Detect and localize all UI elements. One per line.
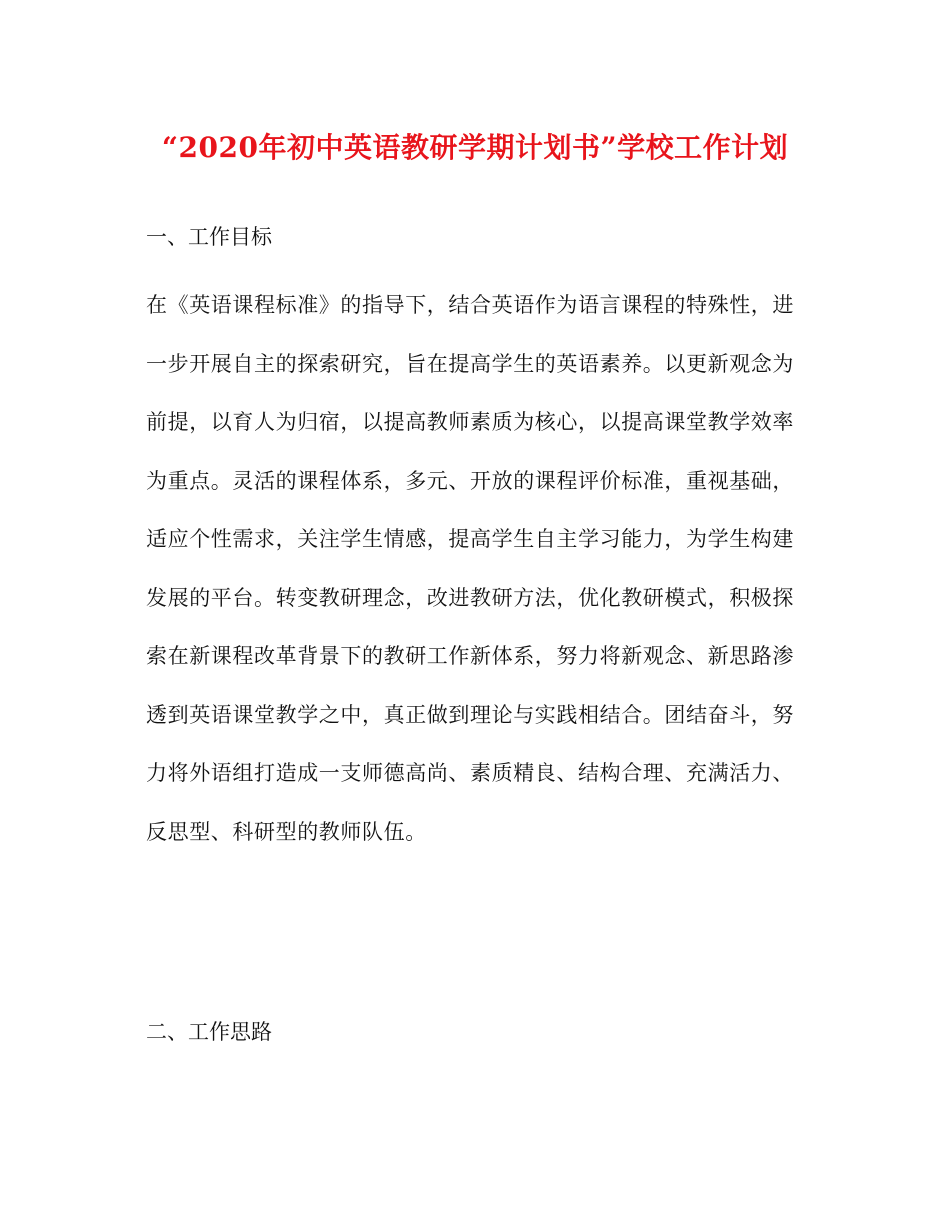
section-goals-paragraph (146, 290, 806, 875)
document-title: “2020年初中英语教研学期计划书”学校工作计划 (161, 131, 789, 164)
paragraph-line: 适应个性需求，关注学生情感，提高学生自主学习能力，为学生构建 (146, 527, 794, 551)
paragraph-line: 为重点。灵活的课程体系，多元、开放的课程评价标准，重视基础， (146, 468, 794, 493)
section-heading-approach: 二、工作思路 (146, 1020, 272, 1044)
paragraph-line: 发展的平台。转变教研理念，改进教研方法，优化教研模式，积极探 (146, 585, 794, 610)
paragraph-line: 前提，以育人为归宿，以提高教师素质为核心，以提高课堂教学效率 (146, 410, 794, 434)
section-heading-goals: 一、工作目标 (146, 225, 272, 249)
paragraph-line: 一步开展自主的探索研究，旨在提高学生的英语素养。以更新观念为 (146, 351, 794, 376)
paragraph-line: 索在新课程改革背景下的教研工作新体系，努力将新观念、新思路渗 (146, 644, 794, 668)
paragraph-line: 在《英语课程标准》的指导下，结合英语作为语言课程的特殊性，进 (146, 293, 794, 317)
paragraph-line: 力将外语组打造成一支师德高尚、素质精良、结构合理、充满活力、 (146, 761, 794, 785)
paragraph-line: 透到英语课堂教学之中，真正做到理论与实践相结合。团结奋斗，努 (146, 702, 794, 727)
paragraph-line: 反思型、科研型的教师队伍。 (146, 819, 427, 844)
